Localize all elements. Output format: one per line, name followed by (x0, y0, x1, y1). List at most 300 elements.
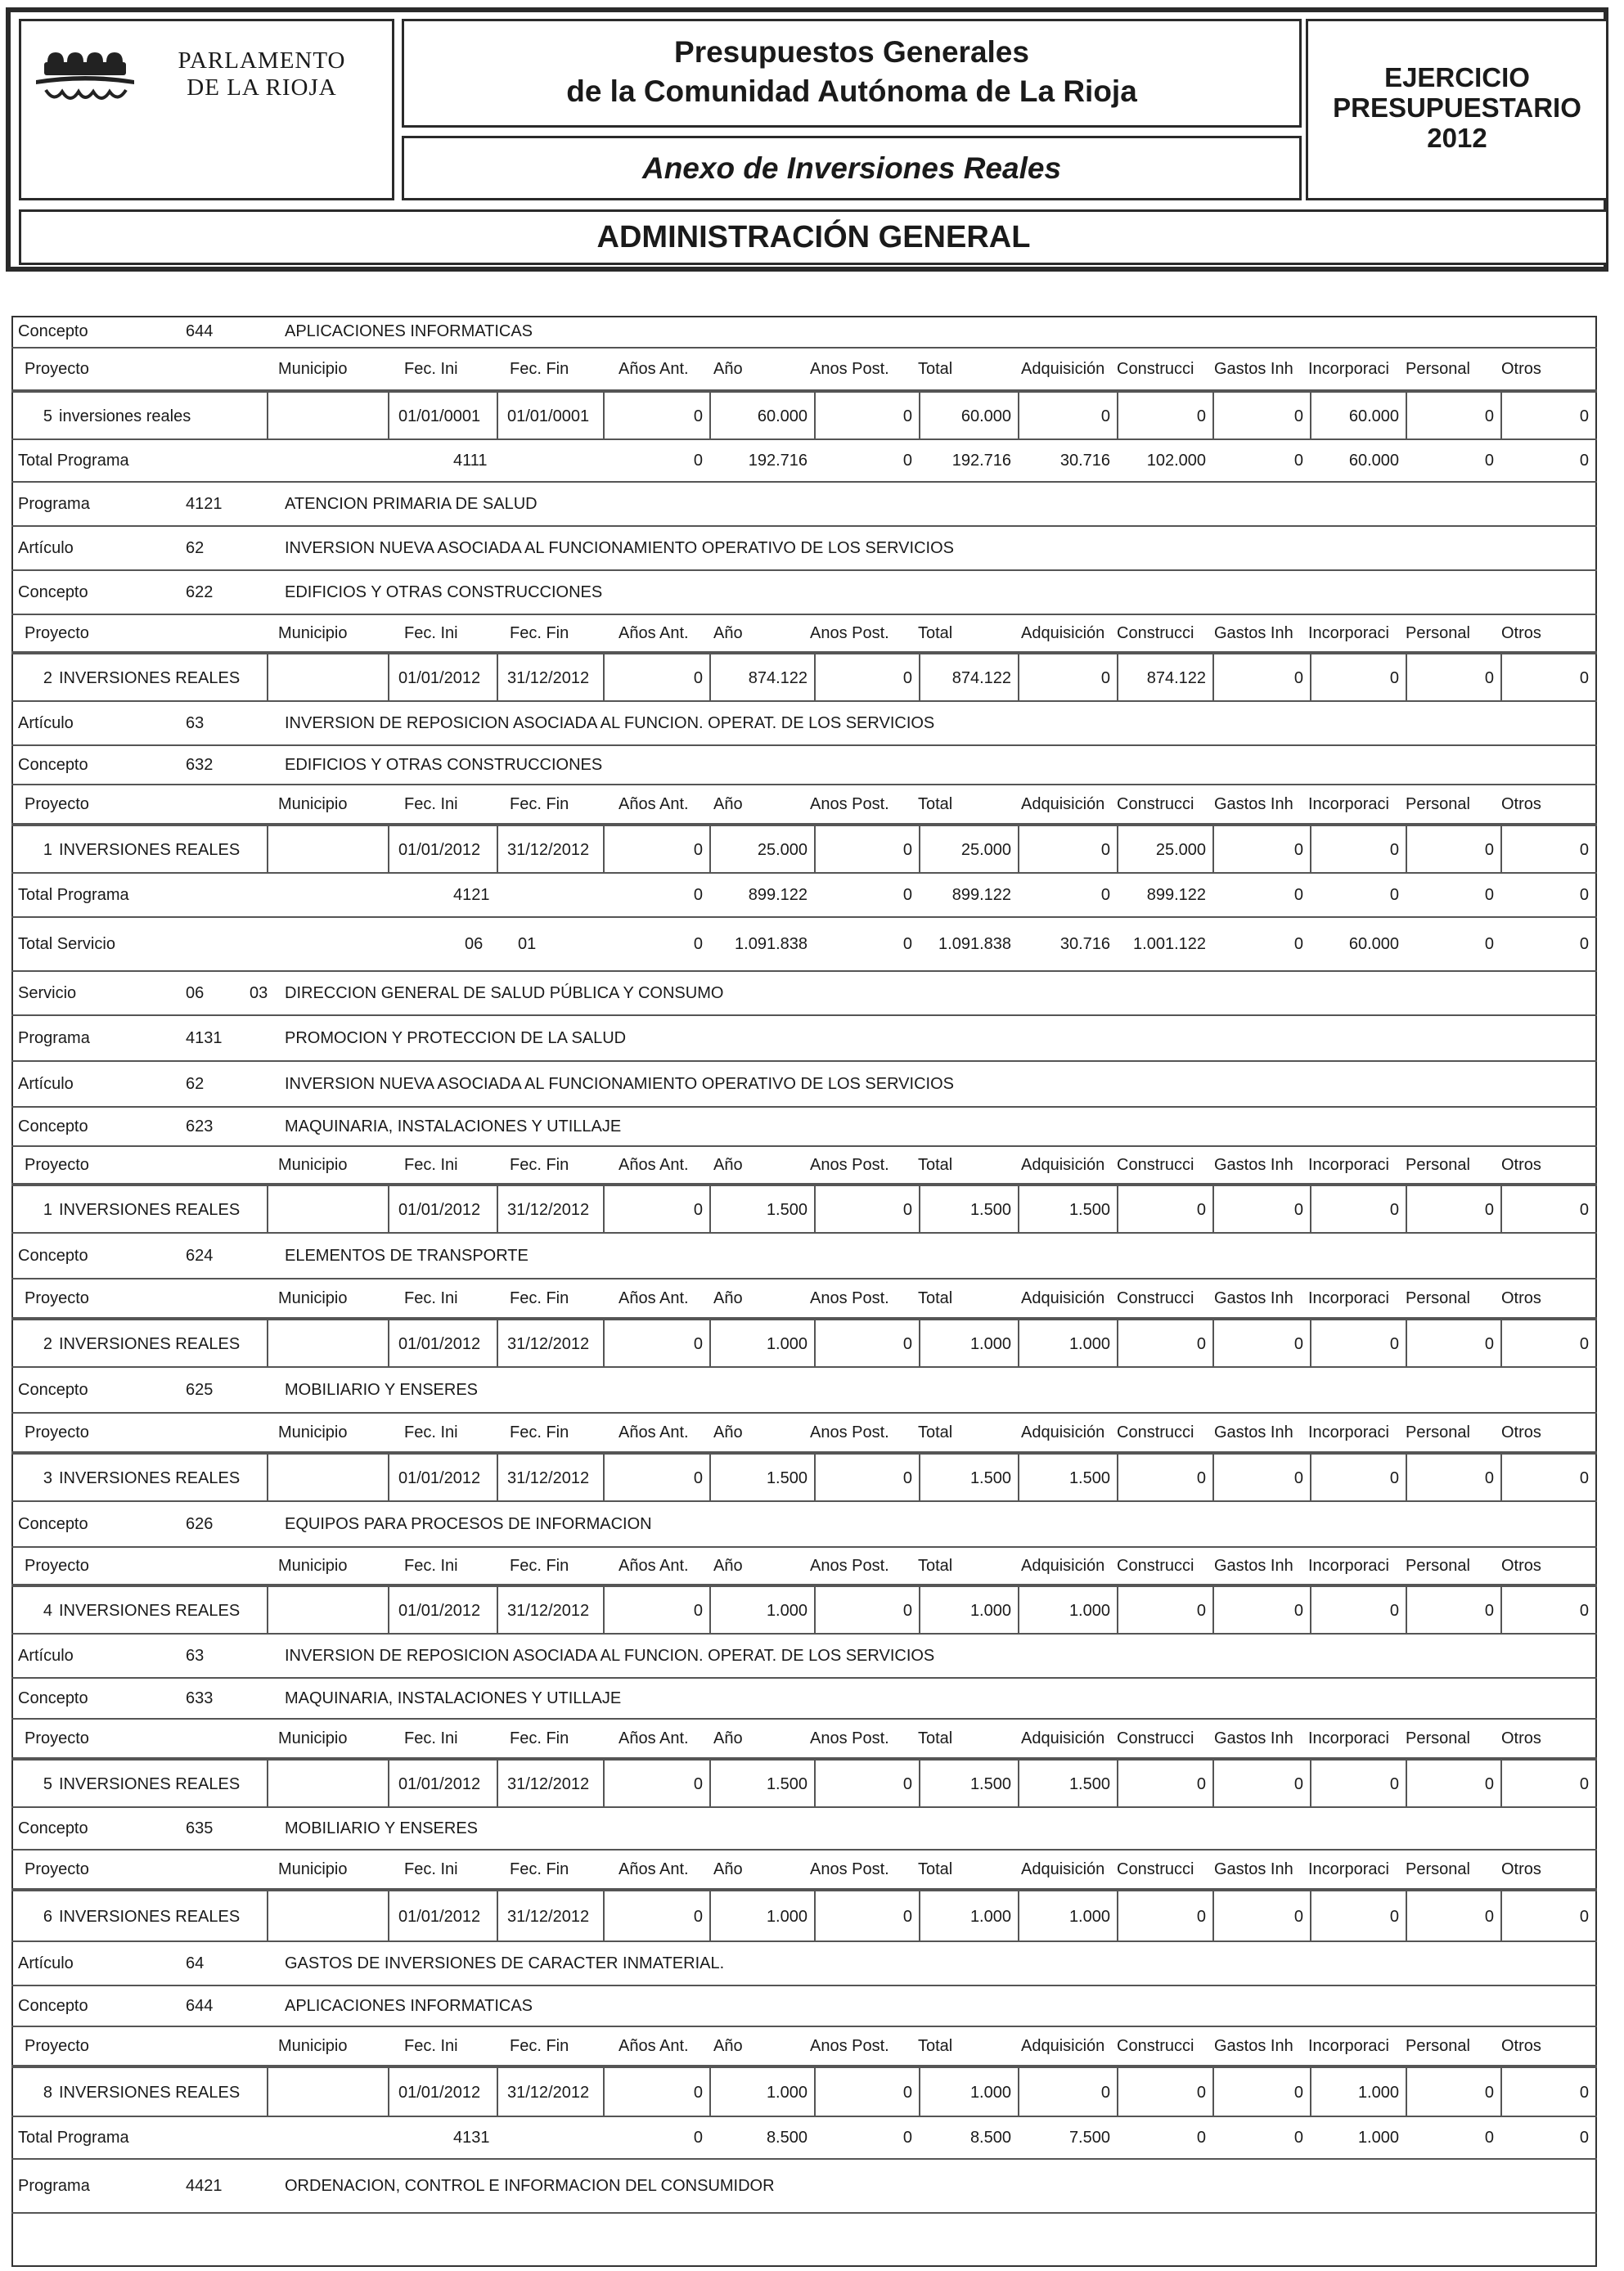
project-value: 0 (1196, 1775, 1206, 1793)
table-row-label (11, 527, 1597, 571)
column-header-fec-fin: Fec. Fin (510, 1156, 569, 1174)
column-header-construcci: Construcci (1117, 1557, 1194, 1575)
column-header-total: Total (918, 624, 953, 642)
table-row-project (11, 653, 1597, 702)
column-header-a-o: Año (713, 1860, 743, 1878)
column-header-gastos-inh: Gastos Inh (1214, 1729, 1293, 1747)
column-header-fec-ini: Fec. Ini (404, 1860, 458, 1878)
total-code: 4121 (453, 886, 490, 904)
project-value: 1.000 (1068, 1908, 1110, 1926)
project-value: 1.500 (766, 1201, 808, 1219)
column-header-fec-ini: Fec. Ini (404, 1289, 458, 1307)
project-value: 1.000 (766, 1335, 808, 1353)
column-header-fec-fin: Fec. Fin (510, 360, 569, 378)
total-value: 0 (902, 886, 912, 904)
column-header-total: Total (918, 1557, 953, 1575)
project-value: 1.000 (1357, 2084, 1399, 2102)
table-row-project (11, 1319, 1597, 1368)
table-row-header (11, 615, 1597, 653)
row-label: Artículo (18, 1954, 74, 1972)
project-end-date: 31/12/2012 (507, 1201, 590, 1219)
column-header-a-o: Año (713, 1289, 743, 1307)
total-value: 0 (1484, 452, 1494, 470)
row-description: ATENCION PRIMARIA DE SALUD (285, 495, 538, 513)
budget-title (402, 19, 1302, 128)
column-header-proyecto: Proyecto (25, 2037, 89, 2055)
column-header-total: Total (918, 2037, 953, 2055)
column-header-gastos-inh: Gastos Inh (1214, 1557, 1293, 1575)
project-value: 0 (693, 669, 703, 687)
column-header-fec-fin: Fec. Fin (510, 795, 569, 813)
project-value: 0 (1579, 1201, 1589, 1219)
row-code: 623 (186, 1118, 214, 1136)
total-value: 60.000 (1348, 935, 1399, 953)
project-value: 0 (1579, 407, 1589, 425)
column-header-adquisici-n: Adquisición (1021, 1860, 1105, 1878)
project-value: 1.000 (766, 1602, 808, 1620)
row-label: Artículo (18, 1647, 74, 1665)
project-value: 0 (1484, 407, 1494, 425)
row-code: 632 (186, 756, 214, 774)
total-code: 06 (465, 935, 484, 953)
row-description: EDIFICIOS Y OTRAS CONSTRUCCIONES (285, 756, 603, 774)
project-value: 0 (1484, 841, 1494, 859)
project-cell (268, 1320, 389, 1366)
column-header-adquisici-n: Adquisición (1021, 795, 1105, 813)
row-label: Programa (18, 495, 90, 513)
table-row-label (11, 1679, 1597, 1720)
table-row-project (11, 391, 1597, 440)
column-header-total: Total (918, 1860, 953, 1878)
project-value: 1.500 (1068, 1201, 1110, 1219)
project-value: 0 (1389, 1335, 1399, 1353)
annex-text: Anexo de Inversiones Reales (641, 151, 1062, 185)
table-row-label (11, 483, 1597, 527)
total-value: 0 (1100, 886, 1110, 904)
project-value: 0 (1484, 669, 1494, 687)
total-value: 0 (1579, 886, 1589, 904)
row-code: 644 (186, 1997, 214, 2015)
column-header-construcci: Construcci (1117, 360, 1194, 378)
total-code: 4111 (453, 452, 488, 470)
table-row-label (11, 1062, 1597, 1108)
project-value: 0 (1293, 407, 1303, 425)
column-header-total: Total (918, 1156, 953, 1174)
column-header-anos-post-: Anos Post. (810, 1729, 889, 1747)
project-value: 1.500 (969, 1201, 1011, 1219)
table-row-project (11, 1759, 1597, 1808)
project-value: 0 (1579, 1335, 1589, 1353)
table-row-header (11, 2027, 1597, 2066)
project-value: 1.500 (766, 1775, 808, 1793)
column-header-fec-ini: Fec. Ini (404, 1729, 458, 1747)
column-header-proyecto: Proyecto (25, 1860, 89, 1878)
column-header-proyecto: Proyecto (25, 795, 89, 813)
project-value: 0 (1579, 1602, 1589, 1620)
column-header-incorporaci: Incorporaci (1308, 795, 1389, 813)
total-code-2: 01 (518, 935, 537, 953)
column-header-a-os-ant-: Años Ant. (619, 795, 689, 813)
row-label: Artículo (18, 1075, 74, 1093)
project-name: INVERSIONES REALES (59, 669, 241, 687)
column-header-construcci: Construcci (1117, 1860, 1194, 1878)
row-description: EDIFICIOS Y OTRAS CONSTRUCCIONES (285, 583, 603, 601)
total-value: 102.000 (1146, 452, 1206, 470)
project-value: 0 (1389, 1469, 1399, 1487)
column-header-otros: Otros (1501, 2037, 1541, 2055)
project-value: 0 (693, 2084, 703, 2102)
table-row-label (11, 702, 1597, 746)
total-value: 0 (902, 935, 912, 953)
project-value: 0 (1196, 1201, 1206, 1219)
column-header-incorporaci: Incorporaci (1308, 1156, 1389, 1174)
column-header-incorporaci: Incorporaci (1308, 2037, 1389, 2055)
total-value: 1.091.838 (938, 935, 1011, 953)
project-value: 0 (1579, 841, 1589, 859)
row-description: INVERSION NUEVA ASOCIADA AL FUNCIONAMIENTO OPERATIVO DE LOS SERVICIOS (285, 539, 954, 557)
table-row-label (11, 316, 1597, 349)
table-row-project (11, 2066, 1597, 2117)
row-label: Concepto (18, 1118, 88, 1136)
project-start-date: 01/01/2012 (398, 1908, 481, 1926)
project-value: 0 (1484, 1335, 1494, 1353)
project-value: 1.000 (969, 1908, 1011, 1926)
column-header-a-os-ant-: Años Ant. (619, 1289, 689, 1307)
total-value: 0 (1293, 452, 1303, 470)
year-line-3: 2012 (1427, 123, 1487, 153)
table-row-project (11, 1890, 1597, 1942)
project-value: 0 (1389, 1201, 1399, 1219)
project-value: 0 (693, 407, 703, 425)
row-code: 4131 (186, 1029, 223, 1047)
project-value: 0 (1484, 1602, 1494, 1620)
project-value: 0 (693, 1469, 703, 1487)
column-header-municipio: Municipio (278, 1557, 348, 1575)
row-code: 625 (186, 1381, 214, 1399)
project-number: 1 (43, 1201, 52, 1219)
project-start-date: 01/01/2012 (398, 1469, 481, 1487)
total-value: 30.716 (1059, 452, 1110, 470)
table-row-header (11, 1279, 1597, 1319)
project-value: 0 (1293, 1908, 1303, 1926)
column-header-anos-post-: Anos Post. (810, 1557, 889, 1575)
project-value: 0 (1196, 1908, 1206, 1926)
parliament-logo-icon (29, 29, 152, 111)
column-header-incorporaci: Incorporaci (1308, 1860, 1389, 1878)
column-header-otros: Otros (1501, 1729, 1541, 1747)
project-value: 60.000 (1348, 407, 1399, 425)
total-value: 8.500 (969, 2129, 1011, 2147)
row-description: PROMOCION Y PROTECCION DE LA SALUD (285, 1029, 627, 1047)
column-header-a-os-ant-: Años Ant. (619, 1423, 689, 1441)
column-header-incorporaci: Incorporaci (1308, 1423, 1389, 1441)
table-row-project (11, 1585, 1597, 1635)
project-value: 0 (1100, 407, 1110, 425)
total-value: 0 (1196, 2129, 1206, 2147)
total-value: 8.500 (766, 2129, 808, 2147)
column-header-personal: Personal (1406, 1156, 1470, 1174)
project-value: 0 (693, 1335, 703, 1353)
column-header-adquisici-n: Adquisición (1021, 1729, 1105, 1747)
row-label: Concepto (18, 756, 88, 774)
project-cell (268, 1761, 389, 1806)
column-header-fec-fin: Fec. Fin (510, 1423, 569, 1441)
column-header-proyecto: Proyecto (25, 1423, 89, 1441)
table-row-header (11, 1548, 1597, 1585)
column-header-otros: Otros (1501, 1156, 1541, 1174)
total-value: 192.716 (951, 452, 1011, 470)
column-header-gastos-inh: Gastos Inh (1214, 795, 1293, 813)
project-value: 25.000 (757, 841, 808, 859)
total-value: 60.000 (1348, 452, 1399, 470)
row-code: 644 (186, 322, 214, 340)
row-label: Concepto (18, 583, 88, 601)
row-description: MOBILIARIO Y ENSERES (285, 1381, 479, 1399)
row-code: 633 (186, 1689, 214, 1707)
project-value: 0 (1196, 1602, 1206, 1620)
column-header-anos-post-: Anos Post. (810, 1860, 889, 1878)
total-value: 192.716 (748, 452, 808, 470)
table-row-total (11, 2117, 1597, 2160)
row-label: Concepto (18, 1689, 88, 1707)
column-header-fec-fin: Fec. Fin (510, 2037, 569, 2055)
column-header-fec-fin: Fec. Fin (510, 1557, 569, 1575)
table-row-header (11, 1720, 1597, 1759)
project-end-date: 31/12/2012 (507, 669, 590, 687)
project-name: inversiones reales (59, 407, 191, 425)
annex-title (402, 136, 1302, 200)
column-header-construcci: Construcci (1117, 1729, 1194, 1747)
column-header-construcci: Construcci (1117, 624, 1194, 642)
table-row-header (11, 349, 1597, 391)
project-value: 0 (1579, 1469, 1589, 1487)
column-header-a-os-ant-: Años Ant. (619, 1860, 689, 1878)
total-value: 0 (693, 452, 703, 470)
project-name: INVERSIONES REALES (59, 1602, 241, 1620)
column-header-personal: Personal (1406, 360, 1470, 378)
row-code: 62 (186, 1075, 205, 1093)
column-header-incorporaci: Incorporaci (1308, 1289, 1389, 1307)
project-start-date: 01/01/2012 (398, 1775, 481, 1793)
project-cell (268, 1891, 389, 1940)
column-header-incorporaci: Incorporaci (1308, 1729, 1389, 1747)
project-start-date: 01/01/2012 (398, 669, 481, 687)
project-name: INVERSIONES REALES (59, 841, 241, 859)
row-code: 626 (186, 1515, 214, 1533)
column-header-otros: Otros (1501, 1289, 1541, 1307)
total-value: 0 (693, 2129, 703, 2147)
column-header-adquisici-n: Adquisición (1021, 1557, 1105, 1575)
project-value: 0 (1389, 1602, 1399, 1620)
column-header-otros: Otros (1501, 1423, 1541, 1441)
project-value: 0 (1389, 841, 1399, 859)
total-value: 0 (1484, 2129, 1494, 2147)
project-value: 0 (1579, 1908, 1589, 1926)
row-code: 635 (186, 1819, 214, 1837)
row-label: Artículo (18, 714, 74, 732)
column-header-total: Total (918, 1289, 953, 1307)
project-value: 0 (1579, 2084, 1589, 2102)
project-value: 0 (1293, 1201, 1303, 1219)
column-header-incorporaci: Incorporaci (1308, 624, 1389, 642)
project-name: INVERSIONES REALES (59, 1201, 241, 1219)
column-header-total: Total (918, 1729, 953, 1747)
table-row-project (11, 1453, 1597, 1502)
column-header-personal: Personal (1406, 795, 1470, 813)
project-value: 0 (1484, 2084, 1494, 2102)
row-description: EQUIPOS PARA PROCESOS DE INFORMACION (285, 1515, 652, 1533)
project-value: 0 (1579, 669, 1589, 687)
column-header-fec-ini: Fec. Ini (404, 1423, 458, 1441)
project-value: 1.000 (969, 1335, 1011, 1353)
project-value: 0 (1196, 407, 1206, 425)
column-header-total: Total (918, 1423, 953, 1441)
project-value: 0 (1389, 669, 1399, 687)
project-start-date: 01/01/2012 (398, 1602, 481, 1620)
project-value: 0 (1293, 669, 1303, 687)
project-value: 874.122 (1146, 669, 1206, 687)
total-value: 1.000 (1357, 2129, 1399, 2147)
table-row-total (11, 440, 1597, 483)
row-label: Concepto (18, 1247, 88, 1265)
row-description: ELEMENTOS DE TRANSPORTE (285, 1247, 529, 1265)
table-row-label (11, 1016, 1597, 1062)
column-header-municipio: Municipio (278, 360, 348, 378)
row-description: INVERSION DE REPOSICION ASOCIADA AL FUNCION. OPERAT. DE LOS SERVICIOS (285, 714, 935, 732)
total-value: 1.091.838 (735, 935, 808, 953)
project-value: 25.000 (960, 841, 1011, 859)
column-header-a-o: Año (713, 795, 743, 813)
project-value: 1.000 (766, 1908, 808, 1926)
column-header-gastos-inh: Gastos Inh (1214, 624, 1293, 642)
row-code: 624 (186, 1247, 214, 1265)
project-value: 0 (1196, 1335, 1206, 1353)
column-header-personal: Personal (1406, 1729, 1470, 1747)
row-label: Concepto (18, 1997, 88, 2015)
total-value: 899.122 (951, 886, 1011, 904)
project-value: 0 (693, 841, 703, 859)
column-header-a-o: Año (713, 1729, 743, 1747)
row-code-2: 03 (250, 984, 268, 1002)
column-header-municipio: Municipio (278, 1289, 348, 1307)
column-header-incorporaci: Incorporaci (1308, 360, 1389, 378)
total-label: Total Programa (18, 886, 129, 904)
project-value: 0 (693, 1775, 703, 1793)
row-label: Concepto (18, 322, 88, 340)
project-end-date: 31/12/2012 (507, 2084, 590, 2102)
table-row-label (11, 571, 1597, 615)
total-value: 0 (1484, 935, 1494, 953)
row-code: 4421 (186, 2177, 223, 2195)
total-value: 0 (902, 452, 912, 470)
project-number: 2 (43, 669, 52, 687)
row-label: Artículo (18, 539, 74, 557)
column-header-municipio: Municipio (278, 1860, 348, 1878)
row-label: Concepto (18, 1381, 88, 1399)
column-header-anos-post-: Anos Post. (810, 1423, 889, 1441)
project-value: 0 (902, 2084, 912, 2102)
total-code: 4131 (453, 2129, 490, 2147)
project-value: 0 (1100, 841, 1110, 859)
table-row-label (11, 1502, 1597, 1548)
project-value: 1.500 (766, 1469, 808, 1487)
row-code: 4121 (186, 495, 223, 513)
table-row-label (11, 1635, 1597, 1679)
total-value: 0 (1579, 452, 1589, 470)
column-header-anos-post-: Anos Post. (810, 360, 889, 378)
column-header-construcci: Construcci (1117, 1423, 1194, 1441)
column-header-proyecto: Proyecto (25, 1557, 89, 1575)
project-name: INVERSIONES REALES (59, 1908, 241, 1926)
column-header-proyecto: Proyecto (25, 1156, 89, 1174)
project-value: 0 (902, 1469, 912, 1487)
table-row-project (11, 1185, 1597, 1234)
table-row-project (11, 825, 1597, 874)
column-header-construcci: Construcci (1117, 1156, 1194, 1174)
project-value: 0 (902, 841, 912, 859)
fiscal-year-box (1306, 19, 1608, 200)
project-value: 874.122 (951, 669, 1011, 687)
row-code: 06 (186, 984, 205, 1002)
row-label: Concepto (18, 1819, 88, 1837)
column-header-a-os-ant-: Años Ant. (619, 360, 689, 378)
column-header-personal: Personal (1406, 2037, 1470, 2055)
column-header-total: Total (918, 795, 953, 813)
column-header-proyecto: Proyecto (25, 624, 89, 642)
total-value: 30.716 (1059, 935, 1110, 953)
project-cell (268, 826, 389, 872)
total-value: 0 (1579, 935, 1589, 953)
total-value: 0 (1293, 935, 1303, 953)
table-row-label (11, 1986, 1597, 2027)
project-number: 6 (43, 1908, 52, 1926)
project-value: 0 (1484, 1775, 1494, 1793)
column-header-gastos-inh: Gastos Inh (1214, 1860, 1293, 1878)
row-code: 63 (186, 1647, 205, 1665)
table-row-label (11, 2160, 1597, 2214)
column-header-anos-post-: Anos Post. (810, 2037, 889, 2055)
column-header-otros: Otros (1501, 624, 1541, 642)
table-row-label (11, 1808, 1597, 1851)
row-code: 64 (186, 1954, 205, 1972)
column-header-otros: Otros (1501, 1557, 1541, 1575)
project-value: 0 (902, 1775, 912, 1793)
project-end-date: 31/12/2012 (507, 1602, 590, 1620)
column-header-proyecto: Proyecto (25, 360, 89, 378)
logo-text (160, 47, 364, 101)
row-description: ORDENACION, CONTROL E INFORMACION DEL CONSUMIDOR (285, 2177, 775, 2195)
project-value: 0 (902, 669, 912, 687)
row-description: INVERSION NUEVA ASOCIADA AL FUNCIONAMIENTO OPERATIVO DE LOS SERVICIOS (285, 1075, 954, 1093)
project-start-date: 01/01/2012 (398, 841, 481, 859)
project-value: 0 (1196, 1469, 1206, 1487)
project-cell (268, 1587, 389, 1633)
column-header-municipio: Municipio (278, 624, 348, 642)
column-header-adquisici-n: Adquisición (1021, 1156, 1105, 1174)
logo-line-2: DE LA RIOJA (187, 74, 337, 101)
project-name: INVERSIONES REALES (59, 2084, 241, 2102)
column-header-fec-fin: Fec. Fin (510, 1860, 569, 1878)
total-value: 0 (1484, 886, 1494, 904)
column-header-municipio: Municipio (278, 795, 348, 813)
project-value: 0 (1100, 669, 1110, 687)
project-start-date: 01/01/2012 (398, 1201, 481, 1219)
project-name: INVERSIONES REALES (59, 1469, 241, 1487)
project-number: 4 (43, 1602, 52, 1620)
table-row-total (11, 874, 1597, 918)
total-value: 0 (693, 886, 703, 904)
column-header-a-os-ant-: Años Ant. (619, 2037, 689, 2055)
